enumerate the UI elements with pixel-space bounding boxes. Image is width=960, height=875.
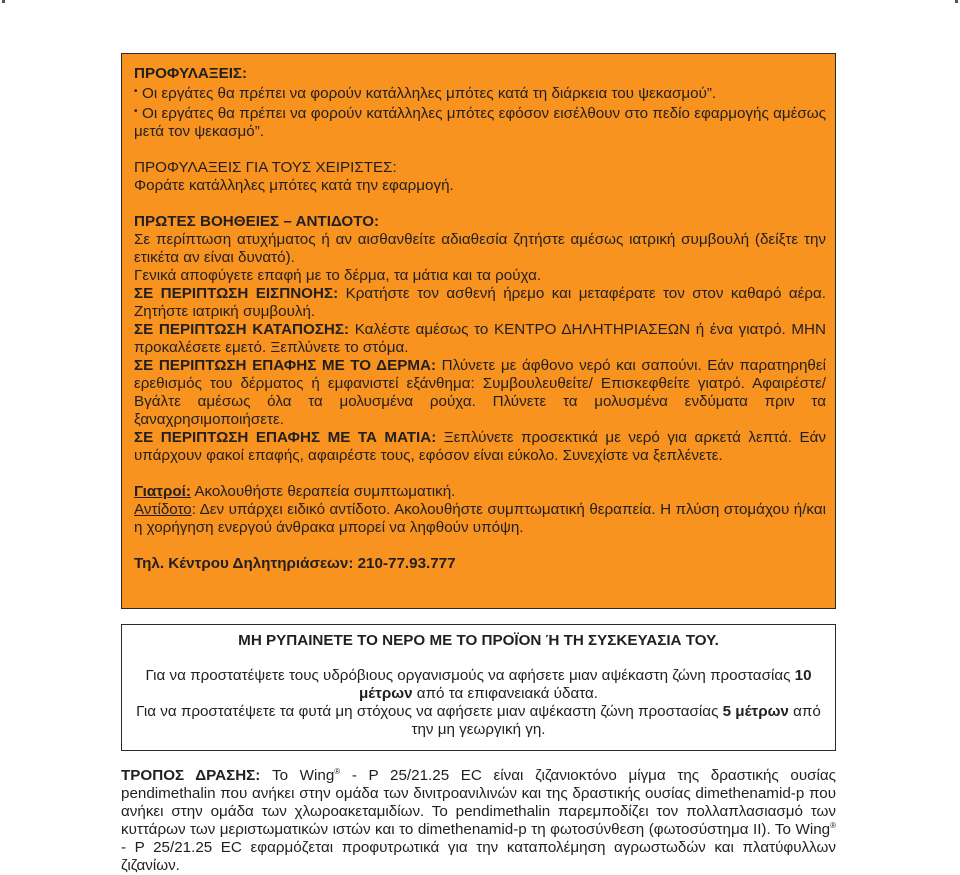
eyes-text: Ξεπλύνετε προσεκτικά με νερό για αρκετά λεπτά. Εάν υπάρχουν φακοί επαφής, αφαιρέστε τους, εφόσον είναι εύκολο. Συνεχίστε να ξεπλένετε.: [134, 429, 826, 464]
mode-of-action-text: [121, 767, 836, 875]
mode-text-1: To Wing: [260, 767, 335, 784]
precaution-bullet-2: [134, 103, 826, 141]
aquatic-buffer-distance: 10 μέτρων: [358, 667, 812, 702]
skin-text: Πλύνετε με άφθονο νερό και σαπούνι. Εάν παρατηρηθεί ερεθισμός του δέρματος ή εμφανιστεί εξάνθημα: Συμβουλευθείτε/ Επισκεφθείτε γιατρό. Αφαιρέστε/Βγάλτε αμέσως όλα τα μολυσμένα ρούχα. Πλύνετε τα μολυσμένα ενδύματα πριν τα ξαναχρησιμοποιήσετε.: [134, 357, 826, 428]
inhalation-text: Κρατήστε τον ασθενή ήρεμο και μεταφέρατε τον στον καθαρό αέρα. Ζητήστε ιατρική συμβουλή.: [134, 285, 827, 320]
doctors-text: Ακολουθήστε θεραπεία συμπτωματική.: [190, 483, 456, 500]
doctors-label: Γιατροί:: [134, 483, 191, 500]
ingestion-instructions: [134, 321, 826, 357]
registered-mark: ®: [334, 767, 341, 776]
water-heading: ΜΗ ΡΥΠΑΙΝΕΤΕ ΤΟ ΝΕΡΟ ΜΕ ΤΟ ΠΡΟΪΟΝ Ή ΤΗ ΣΥΣΚΕΥΑΣΙΑ ΤΟΥ.: [238, 632, 719, 649]
plant-text-end: από την μη γεωργική γη.: [411, 703, 821, 738]
mode-text-2: - P 25/21.25 EC είναι ζιζανιοκτόνο μίγμα της δραστικής ουσίας pendimethalin που ανήκει στην ομάδα των δινιτροανιλινών και της δραστικής ουσίας dimethenamid-p που ανήκει στην ομάδα των χλωροακεταμιδίων. Το pendimethalin παρεμποδίζει τον πολλαπλασιασμό των κυττάρων των μεριστωματικών ιστών και το dimethenamid-p τη φωτοσύνθεση (φωτοσύστημα II). Το Wing: [121, 767, 836, 838]
mode-of-action-label: ΤΡΟΠΟΣ ΔΡΑΣΗΣ:: [121, 767, 261, 784]
corner-mark-right: [955, 0, 958, 3]
plant-buffer-distance: 5 μέτρων: [722, 703, 789, 720]
skin-label: ΣΕ ΠΕΡΙΠΤΩΣΗ ΕΠΑΦΗΣ ΜΕ ΤΟ ΔΕΡΜΑ:: [134, 357, 437, 374]
phone-label: Τηλ. Κέντρου Δηλητηριάσεων:: [134, 555, 358, 572]
skin-instructions: [134, 357, 826, 429]
mode-text-3: - P 25/21.25 EC εφαρμόζεται προφυτρωτικά για την καταπολέμηση αγρωστωδών και πλατύφυλλων ζιζανίων.: [121, 839, 836, 874]
plant-buffer-text: [132, 703, 825, 739]
precaution-bullet-1-text: Οι εργάτες θα πρέπει να φορούν κατάλληλες μπότες κατά τη διάρκεια του ψεκασμού”.: [142, 85, 717, 102]
aquatic-text-start: Για να προστατέψετε τους υδρόβιους οργανισμούς να αφήσετε μιαν αψέκαστη ζώνη προστασίας: [145, 667, 795, 684]
inhalation-label: ΣΕ ΠΕΡΙΠΤΩΣΗ ΕΙΣΠΝΟΗΣ:: [134, 285, 339, 302]
antidote-label: Αντίδοτο: [134, 501, 192, 518]
water-protection-panel: [121, 624, 836, 751]
registered-mark: ®: [830, 821, 836, 830]
precaution-bullet-2-text: Οι εργάτες θα πρέπει να φορούν κατάλληλες μπότες εφόσον εισέλθουν στο πεδίο εφαρμογής αμέσως μετά τον ψεκασμό”.: [134, 105, 826, 140]
poison-center-phone: [134, 555, 826, 573]
plant-text-start: Για να προστατέψετε τα φυτά μη στόχους να αφήσετε μιαν αψέκαστη ζώνη προστασίας: [136, 703, 723, 720]
antidote-note: [134, 501, 826, 537]
first-aid-intro: Σε περίπτωση ατυχήματος ή αν αισθανθείτε αδιαθεσία ζητήστε αμέσως ιατρική συμβουλή (δείξτε την ετικέτα αν είναι δυνατό).: [134, 231, 826, 266]
precaution-bullet-1: [134, 83, 826, 103]
mode-of-action-section: [121, 767, 836, 875]
operators-title: ΠΡΟΦΥΛΑΞΕΙΣ ΓΙΑ ΤΟΥΣ ΧΕΙΡΙΣΤΕΣ:: [134, 159, 397, 176]
eyes-instructions: [134, 429, 826, 465]
ingestion-label: ΣΕ ΠΕΡΙΠΤΩΣΗ ΚΑΤΑΠΟΣΗΣ:: [134, 321, 350, 338]
doctors-note: [134, 483, 826, 501]
precautions-title: ΠΡΟΦΥΛΑΞΕΙΣ:: [134, 65, 248, 82]
aquatic-buffer-text: [132, 667, 825, 703]
antidote-text: : Δεν υπάρχει ειδικό αντίδοτο. Ακολουθήστε συμπτωματική θεραπεία. Η πλύση στομάχου ή/και η χορήγηση ενεργού άνθρακα μπορεί να ληφθούν υπόψη.: [134, 501, 826, 536]
inhalation-instructions: [134, 285, 826, 321]
phone-number: 210-77.93.777: [357, 555, 456, 572]
aquatic-text-end: από τα επιφανειακά ύδατα.: [412, 685, 599, 702]
first-aid-general: Γενικά αποφύγετε επαφή με το δέρμα, τα μάτια και τα ρούχα.: [134, 267, 542, 284]
bullet-icon: •: [134, 86, 138, 97]
operators-text: Φοράτε κατάλληλες μπότες κατά την εφαρμογή.: [134, 177, 454, 194]
first-aid-title: ΠΡΩΤΕΣ ΒΟΗΘΕΙΕΣ – ΑΝΤΙΔΟΤΟ:: [134, 213, 380, 230]
safety-panel: [121, 53, 836, 609]
ingestion-text: Καλέστε αμέσως το ΚΕΝΤΡΟ ΔΗΛΗΤΗΡΙΑΣΕΩΝ ή ένα γιατρό. ΜΗΝ προκαλέσετε εμετό. Ξεπλύνετε το στόμα.: [134, 321, 826, 356]
bullet-icon: •: [134, 106, 138, 117]
corner-mark-left: [2, 0, 5, 3]
eyes-label: ΣΕ ΠΕΡΙΠΤΩΣΗ ΕΠΑΦΗΣ ΜΕ ΤΑ ΜΑΤΙΑ:: [134, 429, 437, 446]
